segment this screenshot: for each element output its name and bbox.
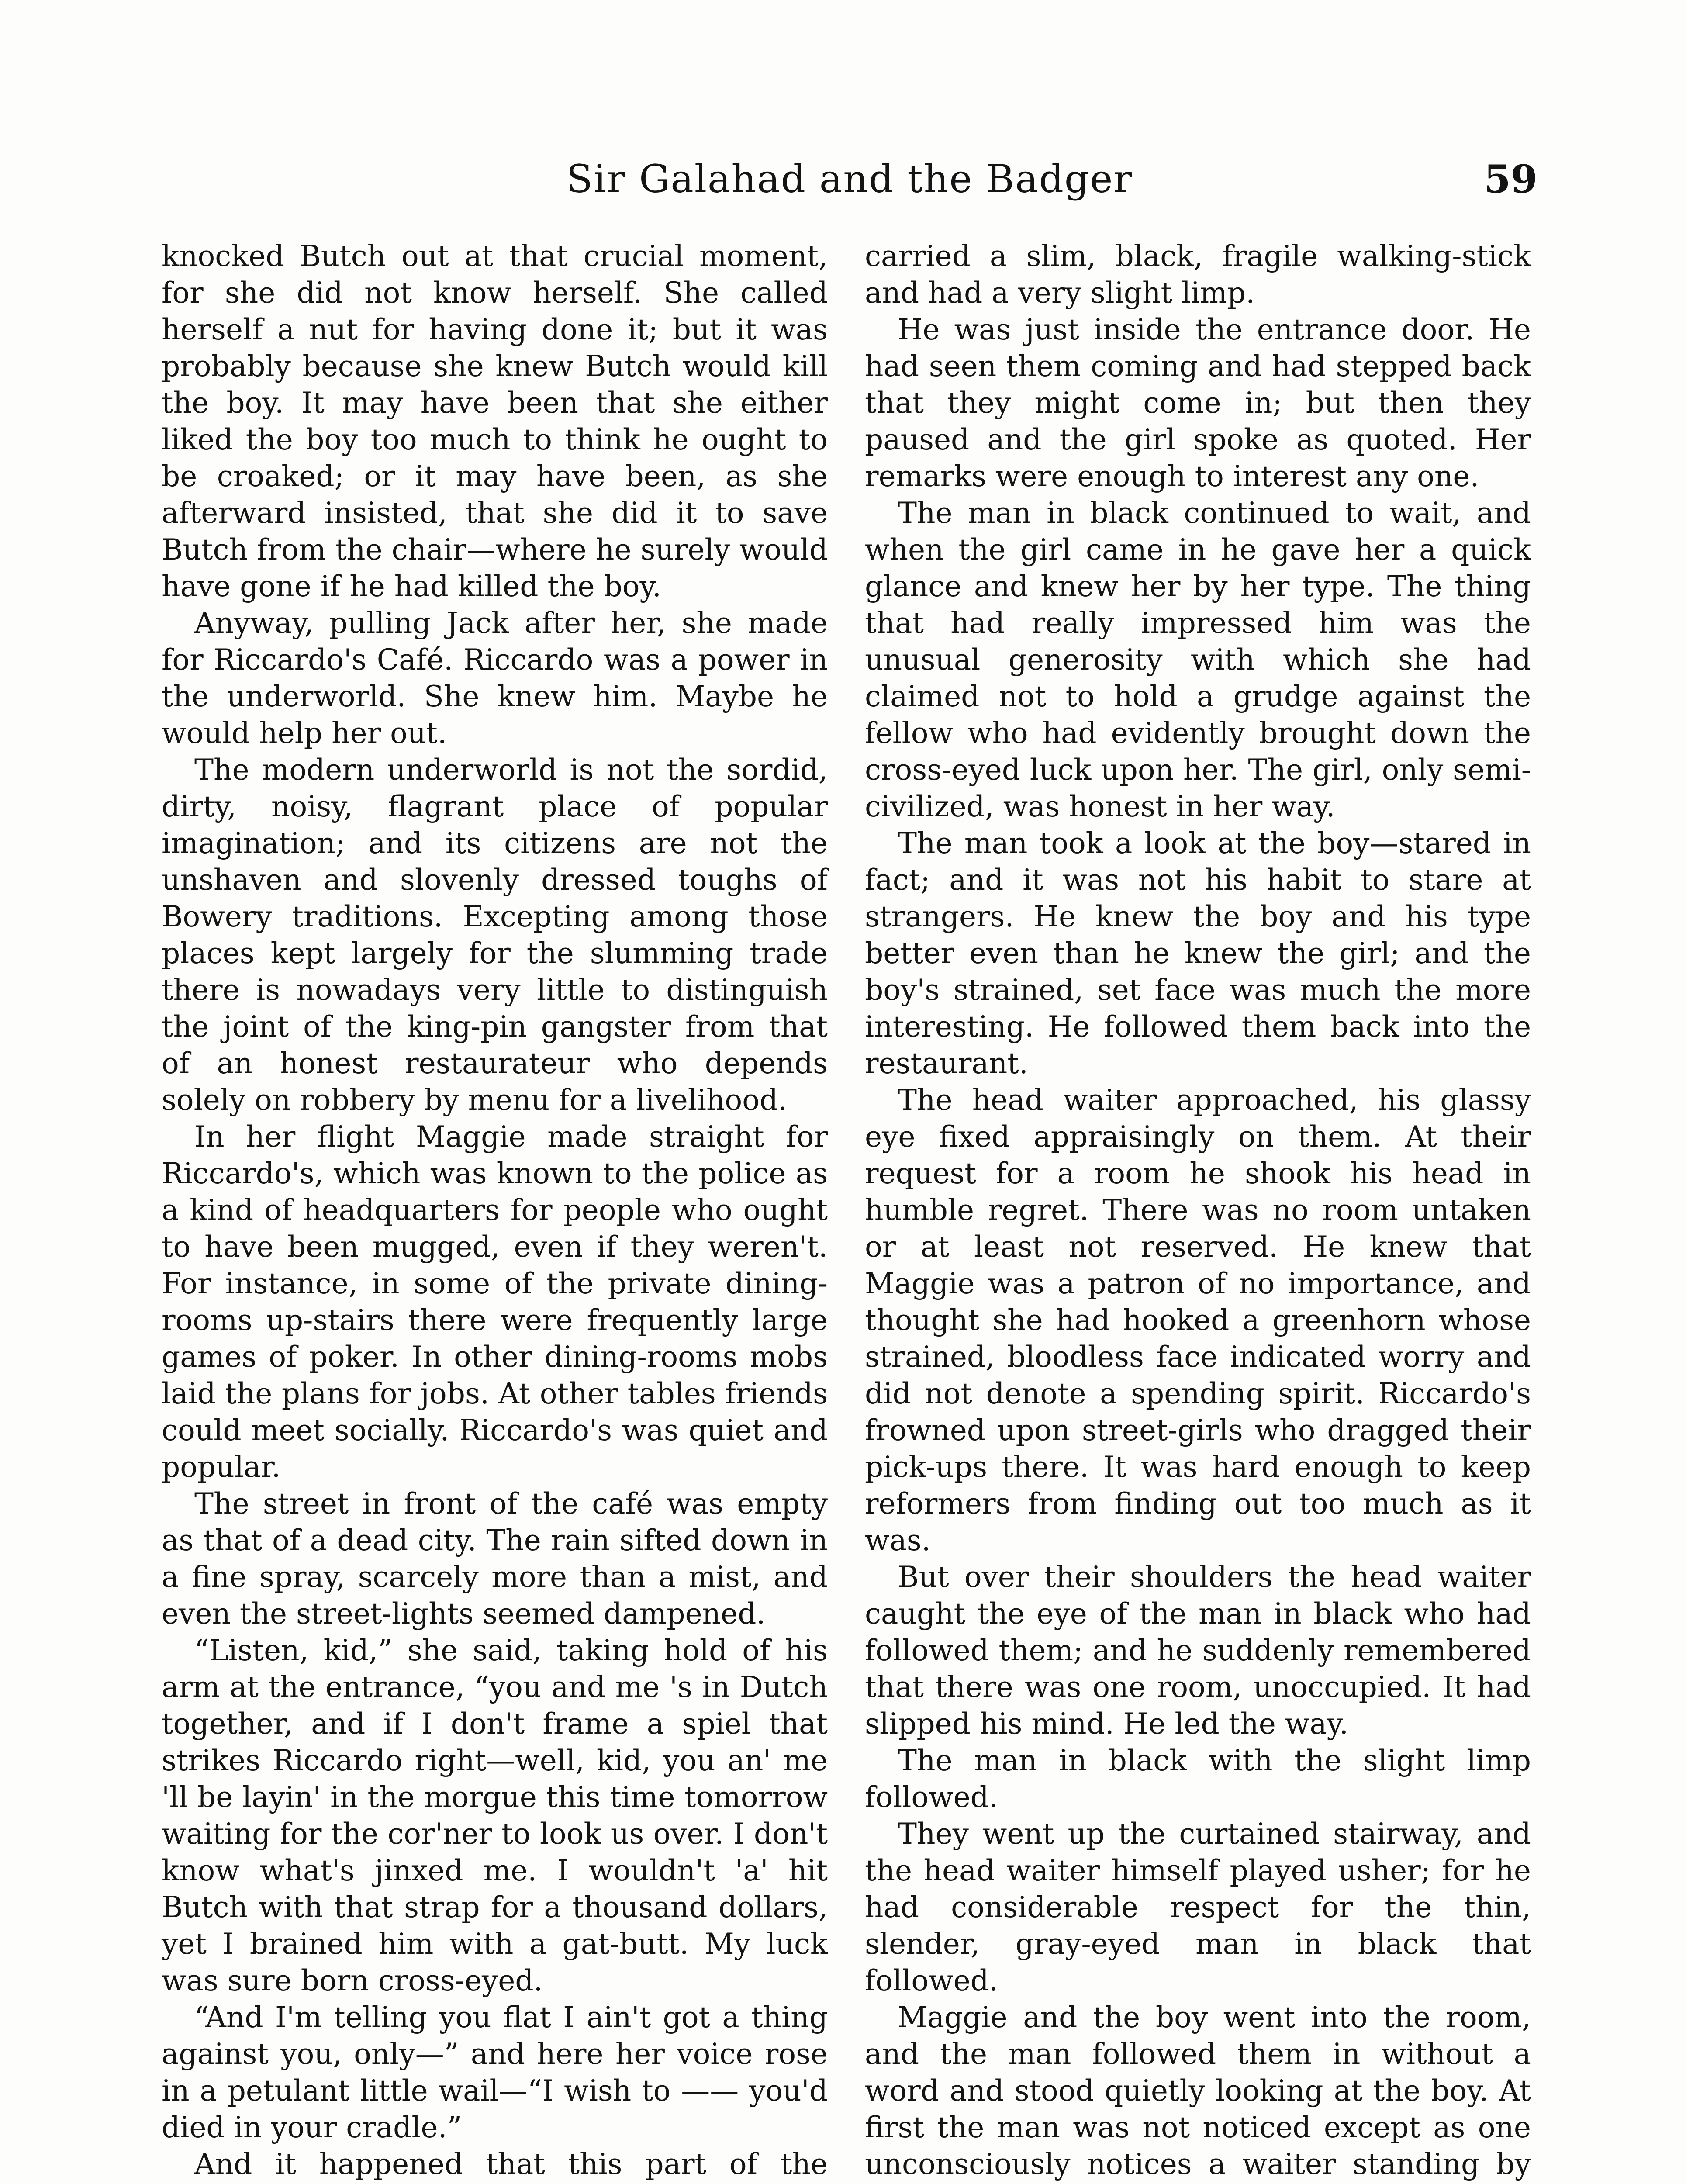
- page-header: [162, 144, 1537, 214]
- paragraph: But over their shoulders the head waiter caught the eye of the man in black who had followed them; and he suddenly remembered that there was one room, unoccupied. It had slipped his mind. He led the way.: [865, 1560, 1531, 1741]
- paragraph: The man in black continued to wait, and when the girl came in he gave her a quick glance and knew her by her type. The thing that had really impressed him was the unusual generosity with which she had claimed not to hold a grudge against the fellow who had evidently brought down the cross-eyed luck upon her. The girl, only semi-civilized, was honest in her way.: [865, 496, 1531, 823]
- paragraph: knocked Butch out at that crucial moment, for she did not know herself. She called herself a nut for having done it; but it was probably because she knew Butch would kill the boy. It may have been that she either liked the boy too much to think he ought to be croaked; or it may have been, as she afterward insisted, that she did it to save Butch from the chair—where he surely would have gone if he had killed the boy.: [162, 239, 828, 603]
- paragraph: The head waiter approached, his glassy eye fixed appraisingly on them. At their request for a room he shook his head in humble regret. There was no room untaken or at least not reserved. He knew that Maggie was a patron of no importance, and thought she had hooked a greenhorn whose strained, bloodless face indicated worry and did not denote a spending spirit. Riccardo's frowned upon street-girls who dragged their pick-ups there. It was hard enough to keep reformers from finding out too much as it was.: [865, 1083, 1531, 1557]
- right-text-column: [865, 238, 1531, 2184]
- paragraph: The modern underworld is not the sordid, dirty, noisy, flagrant place of popular imagination; and its citizens are not the unshaven and slovenly dressed toughs of Bowery traditions. Excepting among those places kept largely for the slumming trade there is nowadays very little to distinguish the joint of the king-pin gangster from that of an honest restaurateur who depends solely on robbery by menu for a livelihood.: [162, 753, 828, 1117]
- paragraph: The man took a look at the boy—stared in fact; and it was not his habit to stare at strangers. He knew the boy and his type better even than he knew the girl; and the boy's strained, set face was much the more interesting. He followed them back into the restaurant.: [865, 826, 1531, 1080]
- page-number: 59: [1484, 156, 1537, 202]
- paragraph: “Listen, kid,” she said, taking hold of his arm at the entrance, “you and me 's in Dutch together, and if I don't frame a spiel that strikes Riccardo right—well, kid, you an' me 'll be layin' in the morgue this time tomorrow waiting for the cor'ner to look us over. I don't know what's jinxed me. I wouldn't 'a' hit Butch with that strap for a thousand dollars, yet I brained him with a gat-butt. My luck was sure born cross-eyed.: [162, 1634, 828, 1997]
- paragraph: “And I'm telling you flat I ain't got a thing against you, only—” and here her voice rose in a petulant little wail—“I wish to —— you'd died in your cradle.”: [162, 2001, 828, 2144]
- left-text-column: [162, 238, 828, 2184]
- paragraph: The street in front of the café was empty as that of a dead city. The rain sifted down in a fine spray, scarcely more than a mist, and even the street-lights seemed dampened.: [162, 1487, 828, 1631]
- paragraph: carried a slim, black, fragile walking-stick and had a very slight limp.: [865, 239, 1531, 310]
- paragraph: In her flight Maggie made straight for Riccardo's, which was known to the police as a kind of headquarters for people who ought to have been mugged, even if they weren't. For instance, in some of the private dining-rooms up-stairs there were frequently large games of poker. In other dining-rooms mobs laid the plans for jobs. At other tables friends could meet socially. Riccardo's was quiet and popular.: [162, 1120, 828, 1484]
- paragraph: The man in black with the slight limp followed.: [865, 1744, 1531, 1814]
- paragraph: Maggie and the boy went into the room, and the man followed them in without a word and stood quietly looking at the boy. At first the man was not noticed except as one unconsciously notices a waiter standing by: [865, 2001, 1531, 2181]
- running-title: Sir Galahad and the Badger: [566, 156, 1133, 201]
- paragraph: And it happened that this part of the: [194, 2147, 828, 2181]
- paragraph: He was just inside the entrance door. He had seen them coming and had stepped back that they might come in; but then they paused and the girl spoke as quoted. Her remarks were enough to interest any one.: [865, 313, 1531, 493]
- paragraph: Anyway, pulling Jack after her, she made for Riccardo's Café. Riccardo was a power in the underworld. She knew him. Maybe he would help her out.: [162, 606, 828, 750]
- paragraph: They went up the curtained stairway, and the head waiter himself played usher; for he had considerable respect for the thin, slender, gray-eyed man in black that followed.: [865, 1817, 1531, 1997]
